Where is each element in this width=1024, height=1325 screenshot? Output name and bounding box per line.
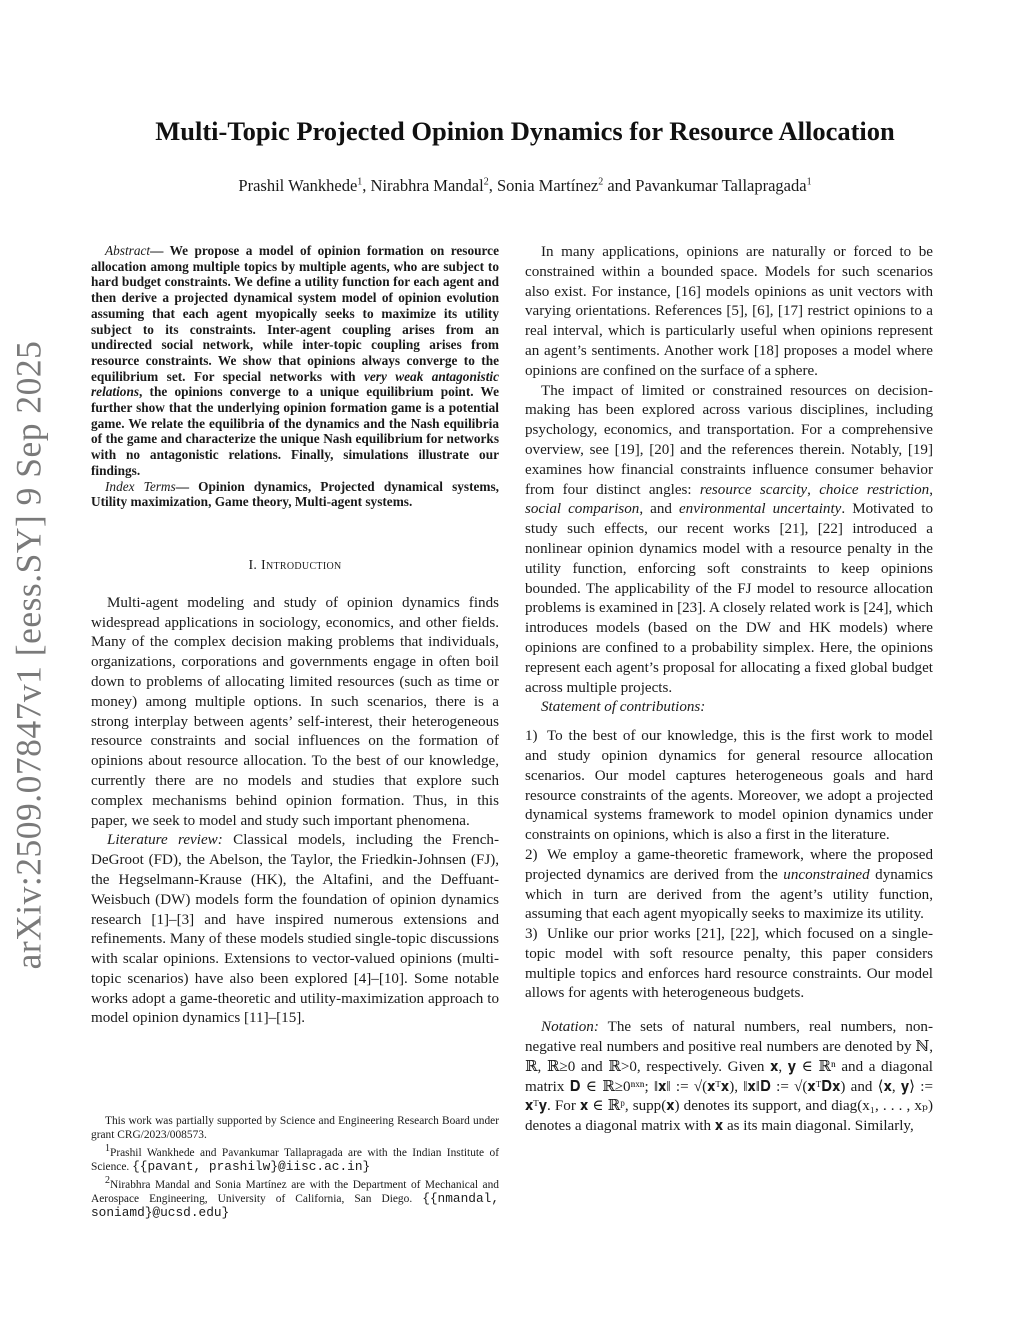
abstract-dash: — [150, 243, 170, 258]
index-terms-dash: — [175, 478, 199, 494]
literature-review-paragraph [91, 831, 499, 1029]
abstract-text-2: , the opinions converge to a unique equilibrium point. We further show that the underlying opinion formation game is a potential game. We relate the equilibria of the dynamics and the Nash equilibria of the game and characterize the unique Nash equilibrium for networks with no antagonistic relations. Finally, simulations illustrate our findings. [91, 384, 499, 478]
index-terms-text: Opinion dynamics, Projected dynamical systems, Utility maximization, Game theory, Multi-agent systems. [91, 478, 499, 510]
author-2-affil: 2 [483, 176, 489, 188]
footnote-1-mark: 1 [105, 1143, 110, 1154]
contribution-1 [525, 727, 933, 846]
abstract [91, 243, 499, 479]
footnote-1 [91, 1142, 499, 1174]
footnote-2-text: Nirabhra Mandal and Sonia Martínez are with the Department of Mechanical and Aerospace Engineering, University of California, San Diego. [91, 1178, 499, 1205]
footnote-2 [91, 1174, 499, 1220]
section-title: Introduction [261, 557, 342, 573]
abstract-emphasis: very weak antagonistic relations [91, 368, 500, 400]
author-3-affil: 2 [598, 176, 604, 188]
footnotes [91, 1114, 499, 1220]
paper-title: Multi-Topic Projected Opinion Dynamics for Resource Allocation [155, 116, 895, 146]
section-heading [91, 556, 499, 576]
resources-paragraph [525, 382, 933, 699]
author-4: and Pavankumar Tallapragada [603, 176, 807, 195]
author-4-affil: 1 [806, 176, 812, 188]
intro-paragraph-1: Multi-agent modeling and study of opinion dynamics finds widespread applications in sociology, economics, and other fields. Many of the complex decision making problems that individuals, organizations, corporations and governments engage in often boil down to problems of allocating limited resources (such as time or money) among multiple options. In such scenarios, there is a strong interplay between agents’ self-interest, their heterogeneous resource constraints and social influences on the formation of opinions about resource allocation. To the best of our knowledge, currently there are no models and studies that explore such complex mechanisms behind opinion formation. Thus, in this paper, we seek to model and study such important phenomena. [91, 594, 499, 829]
contributions-heading: Statement of contributions: [541, 699, 706, 716]
abstract-text-1: We propose a model of opinion formation on resource allocation among multiple topics by multiple agents, who are subject to hard budget constraints. We define a utility function for each agent and then derive a projected dynamical system model of opinion evolution assuming that each agent myopically seeks to maximize its utility subject to its constraints. Inter-agent coupling arises from an undirected social network, while inter-topic coupling arises from resource constraints. We show that opinions always converge to the equilibrium set. For special networks with [91, 243, 499, 384]
resources-term-1: resource scarcity [699, 481, 808, 498]
left-column [91, 243, 499, 1029]
contribution-1-text: To the best of our knowledge, this is the first work to model and study opinion dynamics for general resource allocation scenarios. Our model captures heterogeneous goals and hard resource constraints of the agents. Moreover, we adopt a projected dynamical systems framework to model opinion dynamics under constraints on opinions, which is also a first in the literature. [525, 728, 933, 844]
contribution-3 [525, 925, 933, 1004]
contribution-2-text-1: We employ a game-theoretic framework, where the proposed projected dynamics are derived from the [525, 846, 933, 883]
contribution-2-emphasis: unconstrained [783, 866, 870, 883]
contribution-3-text: Unlike our prior works [21], [22], which focused on a single-topic model with soft resource penalty, this paper considers multiple topics and enforces hard resource constraints. Our model allows for agents with heterogeneous budgets. [525, 926, 933, 1002]
contribution-2 [525, 846, 933, 925]
footnote-2-email: {{nmandal, soniamd}@ucsd.edu} [91, 1190, 499, 1220]
notation-paragraph [525, 1018, 933, 1137]
arxiv-id: arXiv:2509.07847v1 [eess.SY] 9 Sep 2025 [8, 340, 49, 970]
right-column [525, 243, 933, 1137]
notation-text: The sets of natural numbers, real numbers, non-negative real numbers and positive real numbers are denoted by ℕ, ℝ, ℝ≥0 and ℝ>0, respectively. Given 𝐱, 𝐲 ∈ ℝⁿ and a diagonal matrix 𝐃 ∈ ℝ≥0ⁿˣⁿ; ‖𝐱‖ := √(𝐱ᵀ𝐱), ‖𝐱‖𝐃 := √(𝐱ᵀ𝐃𝐱) and ⟨𝐱, 𝐲⟩ := 𝐱ᵀ𝐲. For 𝐱 ∈ ℝᵖ, supp(𝐱) denotes its support, and diag(x₁, . . . , xₚ) denotes a diagonal matrix with 𝐱 as its main diagonal. Similarly, [525, 1019, 933, 1135]
author-2: , Nirabhra Mandal [362, 176, 484, 195]
separator: , [807, 481, 820, 498]
contribution-2-number: 2) [525, 846, 538, 863]
contribution-1-number: 1) [525, 728, 538, 745]
author-1: Prashil Wankhede [238, 176, 358, 195]
abstract-label: Abstract [105, 243, 151, 258]
section-number: I. [248, 557, 262, 573]
author-1-affil: 1 [357, 176, 363, 188]
resources-text-2: . Motivated to study such effects, our recent works [21], [22] introduced a nonlinear opinion dynamics model with a resource penalty in the utility function, enforcing soft constraints to keep opinions bounded. The applicability of the FJ model to resource allocation problems is examined in [23]. A closely related work is [24], which introduces models (based on the DW and HK models) where opinions are confined to a probability simplex. Here, the opinions represent each agent’s proposal for allocating a fixed global budget across multiple projects. [525, 501, 933, 696]
footnote-2-mark: 2 [105, 1174, 110, 1186]
arxiv-watermark [8, 335, 48, 975]
constrained-opinions-paragraph: In many applications, opinions are naturally or forced to be constrained within a bounded space. Models for such scenarios also exist. For instance, [16] models opinions as unit vectors with varying orientations. References [5], [6], [17] restrict opinions to a real interval, which is particularly useful when opinions represent an agent’s sentiments. Another work [18] proposes a model where opinions are confined on the surface of a sphere. [525, 244, 933, 379]
footnote-1-email: {{pavant, prashilw}@iisc.ac.in} [132, 1158, 371, 1174]
author-3: , Sonia Martínez [488, 176, 599, 195]
literature-review-label: Literature review: [107, 832, 223, 849]
author-list [100, 176, 950, 196]
index-terms-label: Index Terms [105, 478, 176, 494]
resources-term-2: choice restriction [819, 481, 930, 498]
footnote-funding: This work was partially supported by Science and Engineering Research Board under grant CRG/2023/008573. [91, 1115, 499, 1141]
literature-review-text: Classical models, including the French-DeGroot (FD), the Abelson, the Taylor, the Friedkin-Johnsen (FJ), the Hegselmann-Krause (HK), the Altafini, and the Deffuant-Weisbuch (DW) models form the foundation of opinion dynamics research [1]–[3] and have inspired numerous extensions and refinements. Many of these models studied single-topic discussions with scalar opinions. Extensions to vector-valued opinions (multi-topic scenarios) have also been explored [4]–[10]. Some notable works adopt a game-theoretic and utility-maximization approach to model opinion dynamics [11]–[15]. [91, 832, 499, 1027]
index-terms [91, 479, 499, 510]
footnote-1-text: Prashil Wankhede and Pavankumar Tallapragada are with the Indian Institute of Science. [91, 1146, 499, 1173]
resources-term-3: social comparison [525, 501, 640, 518]
resources-term-4: environmental uncertainty [678, 501, 842, 518]
notation-label: Notation: [541, 1019, 599, 1036]
contribution-3-number: 3) [525, 926, 538, 943]
separator: , [929, 481, 933, 498]
resources-text-1: The impact of limited or constrained resources on decision-making has been explored across various disciplines, including psychology, economics, and transportation. For a comprehensive overview, see [19], [20] and the references therein. Notably, [19] examines how financial constraints influence consumer behavior from four distinct angles: [525, 382, 933, 498]
separator: , and [639, 501, 679, 518]
contribution-2-text-2: dynamics which in turn are derived from the agent’s utility function, assuming that each agent myopically seeks to maximize its utility. [525, 866, 933, 923]
